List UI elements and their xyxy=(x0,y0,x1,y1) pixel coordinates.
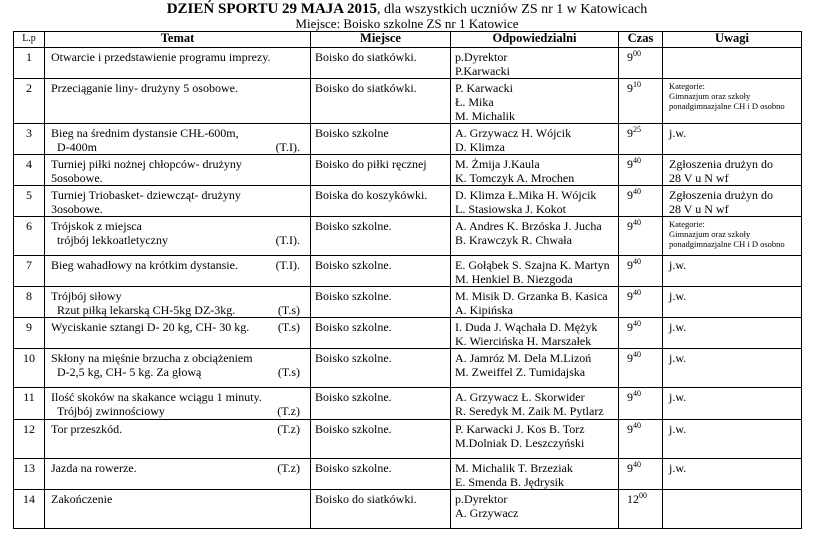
cell-line: Zgłoszenia drużyn do xyxy=(669,157,773,171)
cell-line: 5osobowe. xyxy=(51,171,103,185)
cell-line: I. Duda J. Wąchała D. Mężyk xyxy=(455,320,598,334)
cell-line-with-tag xyxy=(51,303,306,317)
cell-czas xyxy=(619,124,663,155)
cell-czas xyxy=(619,186,663,217)
cell-lp: 6 xyxy=(14,217,45,256)
cell-line: Zgłoszenia drużyn do xyxy=(669,188,773,202)
time-hour: 9 xyxy=(627,390,633,404)
cell-lp: 2 xyxy=(14,79,45,124)
cell-temat xyxy=(45,388,311,420)
time-minutes: 40 xyxy=(633,421,641,430)
cell-line: E. Smenda B. Jędrysik xyxy=(455,475,564,489)
cell-temat xyxy=(45,490,311,529)
cell-lp: 10 xyxy=(14,349,45,388)
title-rest: , dla wszystkich uczniów ZS nr 1 w Katowicach xyxy=(377,2,648,17)
table-row xyxy=(14,155,802,186)
cell-line: Turniej piłki nożnej chłopców- drużyny xyxy=(51,157,242,171)
cell-line: 3osobowe. xyxy=(51,202,103,216)
cell-text: D-400m xyxy=(57,140,97,154)
cell-czas xyxy=(619,287,663,318)
cell-czas xyxy=(619,217,663,256)
cell-line: Ł. Mika xyxy=(455,95,494,109)
time-hour: 9 xyxy=(627,188,633,202)
cell-uwagi xyxy=(663,217,802,256)
cell-czas xyxy=(619,79,663,124)
time-hour: 9 xyxy=(627,320,633,334)
cell-czas xyxy=(619,349,663,388)
time-minutes: 40 xyxy=(633,156,641,165)
time-hour: 9 xyxy=(627,81,633,95)
cell-line: K. Wiercińska H. Marszałek xyxy=(455,334,592,348)
cell-miejsce: Boisko szkolne. xyxy=(311,459,451,490)
cell-line: A. Grzywacz xyxy=(455,506,519,520)
table-row xyxy=(14,349,802,388)
cell-lp: 8 xyxy=(14,287,45,318)
cell-uwagi xyxy=(663,388,802,420)
test-tag: (T.z) xyxy=(277,422,300,436)
col-header-miejsce: Miejsce xyxy=(311,32,451,48)
cell-miejsce: Boisko do siatkówki. xyxy=(311,79,451,124)
cell-line: Skłony na mięśnie brzucha z obciążeniem xyxy=(51,351,253,365)
cell-temat xyxy=(45,459,311,490)
cell-czas xyxy=(619,420,663,459)
time-minutes: 40 xyxy=(633,460,641,469)
time-minutes: 40 xyxy=(633,319,641,328)
cell-uwagi xyxy=(663,490,802,529)
test-tag: (T.I). xyxy=(275,233,300,247)
cell-line: j.w. xyxy=(669,289,687,303)
cell-line: A. Andres K. Brzóska J. Jucha xyxy=(455,219,602,233)
cell-uwagi xyxy=(663,459,802,490)
table-row xyxy=(14,490,802,529)
cell-text: Jazda na rowerze. xyxy=(51,461,137,475)
time-hour: 9 xyxy=(627,289,633,303)
time-hour: 9 xyxy=(627,157,633,171)
cell-line: D. Klimza xyxy=(455,140,505,154)
cell-uwagi xyxy=(663,349,802,388)
cell-odpowiedzialni xyxy=(451,459,619,490)
document-header xyxy=(0,0,814,31)
cell-line: Gimnazjum oraz szkoły xyxy=(669,229,751,239)
time-minutes: 40 xyxy=(633,187,641,196)
cell-temat xyxy=(45,155,311,186)
cell-text: Trójbój zwinnościowy xyxy=(57,404,165,418)
cell-line: j.w. xyxy=(669,351,687,365)
cell-line: j.w. xyxy=(669,422,687,436)
cell-line: M. Misik D. Grzanka B. Kasica xyxy=(455,289,608,303)
cell-odpowiedzialni xyxy=(451,48,619,79)
test-tag: (T.I). xyxy=(275,258,300,272)
cell-line: Bieg na średnim dystansie CHŁ-600m, xyxy=(51,126,239,140)
cell-czas xyxy=(619,388,663,420)
cell-line-with-tag xyxy=(51,422,306,436)
cell-text: Bieg wahadłowy na krótkim dystansie. xyxy=(51,258,238,272)
table-row xyxy=(14,459,802,490)
cell-odpowiedzialni xyxy=(451,79,619,124)
col-header-lp: L.p xyxy=(14,32,45,48)
time-hour: 9 xyxy=(627,126,633,140)
cell-miejsce: Boisko szkolne. xyxy=(311,318,451,349)
cell-miejsce: Boisko szkolne. xyxy=(311,420,451,459)
cell-line: Ilość skoków na skakance wciągu 1 minuty. xyxy=(51,390,262,404)
cell-temat xyxy=(45,256,311,287)
cell-odpowiedzialni xyxy=(451,155,619,186)
time-hour: 9 xyxy=(627,461,633,475)
cell-line-with-tag xyxy=(51,461,306,475)
cell-odpowiedzialni xyxy=(451,186,619,217)
cell-line: j.w. xyxy=(669,390,687,404)
test-tag: (T.s) xyxy=(277,320,300,334)
cell-text: Wyciskanie sztangi D- 20 kg, CH- 30 kg. xyxy=(51,320,250,334)
cell-uwagi xyxy=(663,318,802,349)
cell-line: B. Krawczyk R. Chwała xyxy=(455,233,572,247)
cell-line: ponadgimnazjalne CH i D osobno xyxy=(669,101,785,111)
col-header-temat: Temat xyxy=(45,32,311,48)
cell-line: j.w. xyxy=(669,126,687,140)
cell-lp: 1 xyxy=(14,48,45,79)
cell-temat xyxy=(45,420,311,459)
cell-line: 28 V u N wf xyxy=(669,171,729,185)
cell-line: A. Jamróz M. Dela M.Lizoń xyxy=(455,351,592,365)
cell-lp: 3 xyxy=(14,124,45,155)
cell-lp: 7 xyxy=(14,256,45,287)
cell-lp: 12 xyxy=(14,420,45,459)
time-minutes: 00 xyxy=(633,49,641,58)
cell-line: j.w. xyxy=(669,320,687,334)
cell-temat xyxy=(45,79,311,124)
cell-line: R. Seredyk M. Zaik M. Pytlarz xyxy=(455,404,604,418)
cell-uwagi xyxy=(663,48,802,79)
cell-temat xyxy=(45,349,311,388)
cell-line: D. Klimza Ł.Mika H. Wójcik xyxy=(455,188,597,202)
cell-line: K. Tomczyk A. Mrochen xyxy=(455,171,575,185)
time-minutes: 00 xyxy=(639,491,647,500)
cell-line: A. Kipińska xyxy=(455,303,513,317)
table-row xyxy=(14,124,802,155)
cell-miejsce: Boisko do siatkówki. xyxy=(311,48,451,79)
cell-line: Zakończenie xyxy=(51,492,113,506)
table-row xyxy=(14,79,802,124)
cell-lp: 5 xyxy=(14,186,45,217)
cell-miejsce: Boisko szkolne. xyxy=(311,388,451,420)
cell-line: Trójbój siłowy xyxy=(51,289,122,303)
cell-line: ponadgimnazjalne CH i D osobno xyxy=(669,239,785,249)
cell-line-with-tag xyxy=(51,404,306,418)
cell-text: Rzut piłką lekarską CH-5kg DZ-3kg. xyxy=(57,303,236,317)
cell-line: Kategorie: xyxy=(669,81,705,91)
table-row xyxy=(14,48,802,79)
cell-line: Przeciąganie liny- drużyny 5 osobowe. xyxy=(51,81,238,95)
cell-line: M. Michalik xyxy=(455,109,515,123)
cell-line: L. Stasiowska J. Kokot xyxy=(455,202,566,216)
time-minutes: 40 xyxy=(633,218,641,227)
cell-miejsce: Boiska do koszykówki. xyxy=(311,186,451,217)
time-hour: 9 xyxy=(627,422,633,436)
table-row xyxy=(14,217,802,256)
cell-line: M. Michalik T. Brzeziak xyxy=(455,461,573,475)
document-subtitle: Miejsce: Boisko szkolne ZS nr 1 Katowice xyxy=(295,16,519,31)
schedule-rows xyxy=(14,48,802,529)
cell-text: trójbój lekkoatletyczny xyxy=(57,233,168,247)
header-row xyxy=(14,32,802,48)
time-hour: 9 xyxy=(627,258,633,272)
cell-uwagi xyxy=(663,124,802,155)
table-row xyxy=(14,420,802,459)
title-bold: DZIEŃ SPORTU 29 MAJA 2015 xyxy=(166,1,378,17)
cell-line: P. Karwacki xyxy=(455,81,513,95)
cell-uwagi xyxy=(663,420,802,459)
cell-line: A. Grzywacz H. Wójcik xyxy=(455,126,572,140)
time-minutes: 10 xyxy=(633,80,641,89)
cell-uwagi xyxy=(663,186,802,217)
cell-miejsce: Boisko do siatkówki. xyxy=(311,490,451,529)
cell-line: P.Karwacki xyxy=(455,64,510,78)
cell-text: D-2,5 kg, CH- 5 kg. Za głową xyxy=(57,365,202,379)
cell-line: M.Dolniak D. Leszczyński xyxy=(455,436,585,450)
cell-line: p.Dyrektor xyxy=(455,492,508,506)
cell-line: Trójskok z miejsca xyxy=(51,219,142,233)
cell-line: E. Gołąbek S. Szajna K. Martyn xyxy=(455,258,610,272)
cell-odpowiedzialni xyxy=(451,287,619,318)
test-tag: (T.s) xyxy=(277,365,300,379)
time-minutes: 40 xyxy=(633,288,641,297)
cell-uwagi xyxy=(663,256,802,287)
test-tag: (T.I). xyxy=(275,140,300,154)
cell-miejsce: Boisko szkolne. xyxy=(311,349,451,388)
time-minutes: 40 xyxy=(633,350,641,359)
time-hour: 12 xyxy=(627,492,639,506)
cell-czas xyxy=(619,155,663,186)
cell-line: Turniej Triobasket- dziewcząt- drużyny xyxy=(51,188,241,202)
cell-odpowiedzialni xyxy=(451,349,619,388)
table-row xyxy=(14,318,802,349)
table-row xyxy=(14,287,802,318)
table-row xyxy=(14,388,802,420)
cell-uwagi xyxy=(663,79,802,124)
cell-uwagi xyxy=(663,287,802,318)
time-hour: 9 xyxy=(627,50,633,64)
cell-temat xyxy=(45,217,311,256)
cell-temat xyxy=(45,124,311,155)
col-header-uwagi: Uwagi xyxy=(663,32,802,48)
test-tag: (T.z) xyxy=(277,404,300,418)
cell-czas xyxy=(619,490,663,529)
table-row xyxy=(14,186,802,217)
cell-line-with-tag xyxy=(51,320,306,334)
cell-line: j.w. xyxy=(669,461,687,475)
cell-odpowiedzialni xyxy=(451,318,619,349)
time-hour: 9 xyxy=(627,351,633,365)
cell-odpowiedzialni xyxy=(451,124,619,155)
cell-line: p.Dyrektor xyxy=(455,50,508,64)
time-minutes: 25 xyxy=(633,125,641,134)
table-row xyxy=(14,256,802,287)
cell-czas xyxy=(619,48,663,79)
cell-line: 28 V u N wf xyxy=(669,202,729,216)
cell-temat xyxy=(45,318,311,349)
cell-lp: 13 xyxy=(14,459,45,490)
cell-line-with-tag xyxy=(51,233,306,247)
cell-line: j.w. xyxy=(669,258,687,272)
time-hour: 9 xyxy=(627,219,633,233)
time-minutes: 40 xyxy=(633,257,641,266)
cell-line: Kategorie: xyxy=(669,219,705,229)
cell-czas xyxy=(619,318,663,349)
cell-line: Gimnazjum oraz szkoły xyxy=(669,91,751,101)
schedule-table xyxy=(13,31,802,529)
cell-odpowiedzialni xyxy=(451,256,619,287)
cell-lp: 11 xyxy=(14,388,45,420)
cell-text: Tor przeszkód. xyxy=(51,422,123,436)
cell-miejsce: Boisko do piłki ręcznej xyxy=(311,155,451,186)
cell-temat xyxy=(45,287,311,318)
cell-line: A. Grzywacz Ł. Skorwider xyxy=(455,390,585,404)
cell-odpowiedzialni xyxy=(451,420,619,459)
cell-odpowiedzialni xyxy=(451,490,619,529)
cell-line: M. Henkiel B. Niezgoda xyxy=(455,272,573,286)
test-tag: (T.s) xyxy=(277,303,300,317)
cell-uwagi xyxy=(663,155,802,186)
cell-odpowiedzialni xyxy=(451,388,619,420)
cell-line: Otwarcie i przedstawienie programu imprezy. xyxy=(51,50,271,64)
cell-lp: 9 xyxy=(14,318,45,349)
cell-lp: 14 xyxy=(14,490,45,529)
test-tag: (T.z) xyxy=(277,461,300,475)
time-minutes: 40 xyxy=(633,389,641,398)
cell-line-with-tag xyxy=(51,365,306,379)
cell-lp: 4 xyxy=(14,155,45,186)
col-header-czas: Czas xyxy=(619,32,663,48)
cell-line-with-tag xyxy=(51,140,306,154)
cell-miejsce: Boisko szkolne. xyxy=(311,256,451,287)
cell-miejsce: Boisko szkolne. xyxy=(311,287,451,318)
cell-miejsce: Boisko szkolne xyxy=(311,124,451,155)
cell-czas xyxy=(619,256,663,287)
cell-line: M. Zweiffel Z. Tumidajska xyxy=(455,365,586,379)
cell-line-with-tag xyxy=(51,258,306,272)
col-header-odpowiedzialni: Odpowiedzialni xyxy=(451,32,619,48)
cell-czas xyxy=(619,459,663,490)
cell-line: P. Karwacki J. Kos B. Torz xyxy=(455,422,585,436)
cell-miejsce: Boisko szkolne. xyxy=(311,217,451,256)
cell-temat xyxy=(45,48,311,79)
cell-odpowiedzialni xyxy=(451,217,619,256)
cell-line: M. Żmija J.Kaula xyxy=(455,157,540,171)
cell-temat xyxy=(45,186,311,217)
